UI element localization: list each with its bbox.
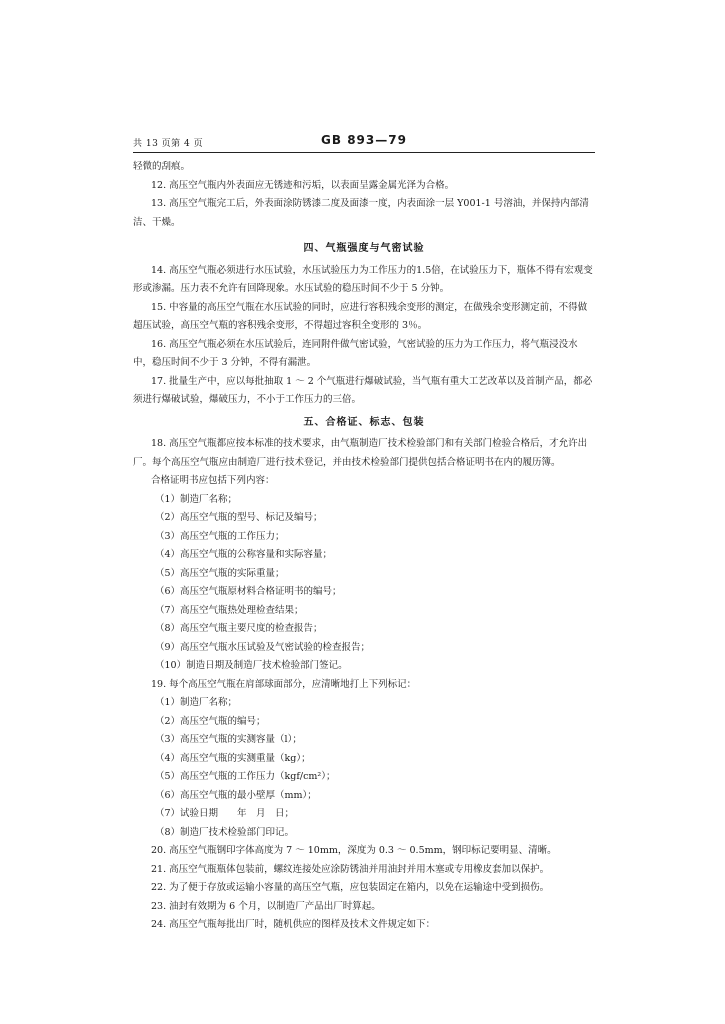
- list-item: （7）高压空气瓶热处理检查结果；: [155, 604, 304, 616]
- clause-21: 21. 高压空气瓶瓶体包装前，螺纹连接处应涂防锈油并用油封并用木塞或专用橡皮套加以保护。: [151, 863, 550, 875]
- list-item: （1）制造厂名称；: [155, 697, 238, 708]
- clause-23: 23. 油封有效期为 6 个月，以制造厂产品出厂时算起。: [151, 900, 381, 912]
- clause-12: 12. 高压空气瓶内外表面应无锈迹和污垢，以表面呈露金属光泽为合格。: [151, 179, 455, 191]
- list-item: （5）高压空气瓶的工作压力（kgf/cm²）；: [155, 771, 336, 782]
- clause-15: 15. 中容量的高压空气瓶在水压试验的同时，应进行容积残余变形的测定，在做残余变形测定前，不得做超压试验，高压空气瓶的容积残余变形，不得超过容积全变形的 3％。: [133, 301, 588, 331]
- document-body: [133, 158, 595, 935]
- paragraph-continuation: 轻微的刮痕。: [133, 161, 191, 172]
- list-item: （1）制造厂名称；: [155, 493, 238, 505]
- section-heading-5: 五、合格证、标志、包装: [303, 416, 425, 428]
- list-item: （2）高压空气瓶的编号；: [155, 715, 266, 727]
- list-item: （4）高压空气瓶的公称容量和实际容量；: [155, 549, 333, 560]
- list-item: （3）高压空气瓶的实测容量（l）；: [155, 734, 302, 745]
- page-header: [133, 131, 595, 153]
- certificate-list: [133, 491, 595, 676]
- list-item: （10）制造日期及制造厂技术检验部门签记。: [155, 660, 348, 671]
- clause-24: 24. 高压空气瓶每批出厂时，随机供应的图样及技术文件规定如下：: [151, 919, 436, 930]
- list-item: （2）高压空气瓶的型号、标记及编号；: [155, 512, 323, 523]
- list-item: （5）高压空气瓶的实际重量；: [155, 567, 285, 579]
- clause-19: 19. 每个高压空气瓶在肩部球面部分，应清晰地打上下列标记：: [151, 678, 417, 690]
- header-rule: [133, 152, 595, 153]
- section-heading-4: 四、气瓶强度与气密试验: [303, 243, 425, 254]
- certificate-intro: 合格证明书应包括下列内容：: [151, 475, 275, 486]
- clause-22: 22. 为了便于存放或运输小容量的高压空气瓶，应包装固定在箱内，以免在运输途中受到损伤。: [151, 882, 550, 893]
- standard-number: GB 893—79: [321, 133, 407, 147]
- clause-17: 17. 批量生产中，应以每批抽取 1 ～ 2 个气瓶进行爆破试验，当气瓶有重大工艺改革以及首制产品，都必须进行爆破试验，爆破压力，不小于工作压力的三倍。: [133, 375, 593, 405]
- list-item: （6）高压空气瓶原材料合格证明书的编号；: [155, 586, 342, 597]
- clause-18: 18. 高压空气瓶都应按本标准的技术要求，由气瓶制造厂技术检验部门和有关部门检验合格后，才允许出厂。每个高压空气瓶应由制造厂进行技术登记，并由技术检验部门提供包括合格证明书在内的履历簿。: [133, 438, 588, 468]
- clause-14: 14. 高压空气瓶必须进行水压试验，水压试验压力为工作压力的1.5倍，在试验压力下，瓶体不得有宏观变形或渗漏。压力表不允许有回降现象。水压试验的稳压时间不少于 5 分钟。: [133, 264, 593, 294]
- list-item: （8）高压空气瓶主要尺度的检查报告；: [155, 623, 323, 634]
- clause-20: 20. 高压空气瓶钢印字体高度为 7 ～ 10mm，深度为 0.3 ～ 0.5mm，钢印标记要明显、清晰。: [151, 845, 557, 856]
- list-item: （8）制造厂技术检验部门印记。: [155, 826, 295, 838]
- list-item: （9）高压空气瓶水压试验及气密试验的检查报告；: [155, 641, 371, 653]
- clause-13: 13. 高压空气瓶完工后，外表面涂防锈漆二度及面漆一度，内表面涂一层 Y001-1 号溶油，并保持内部清洁、干燥。: [133, 198, 589, 228]
- list-item: （4）高压空气瓶的实测重量（kg）；: [155, 752, 311, 764]
- page-info: 共 13 页第 4 页: [133, 139, 204, 149]
- list-item: （3）高压空气瓶的工作压力；: [155, 530, 285, 542]
- marking-list: [133, 694, 595, 842]
- clause-16: 16. 高压空气瓶必须在水压试验后，连同附件做气密试验，气密试验的压力为工作压力，将气瓶浸没水中，稳压时间不少于 3 分钟，不得有漏泄。: [133, 338, 578, 368]
- list-item: （6）高压空气瓶的最小壁厚（mm）；: [155, 789, 317, 801]
- list-item: （7）试验日期 年 月 日；: [155, 808, 295, 819]
